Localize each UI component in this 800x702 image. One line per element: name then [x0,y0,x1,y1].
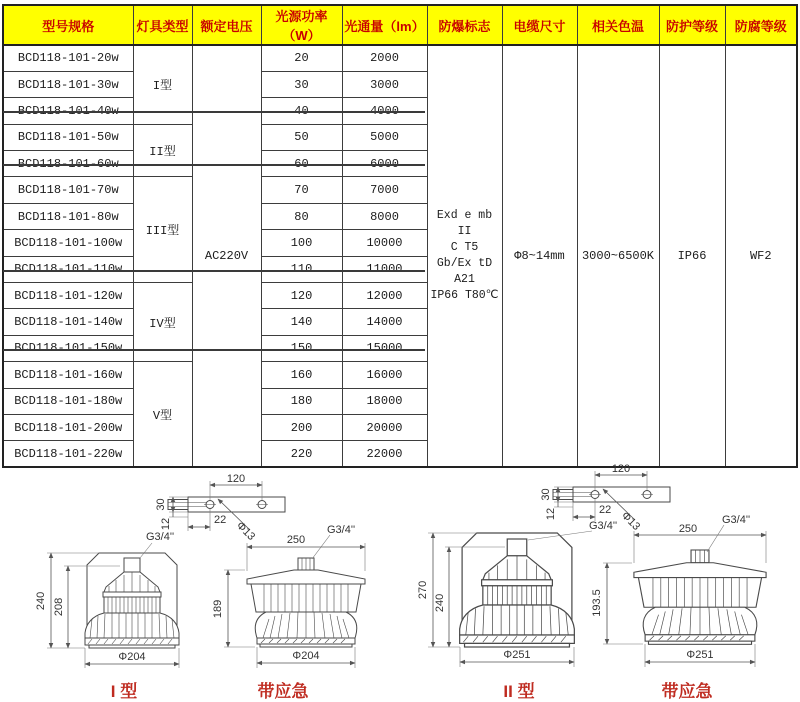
power-cell: 220 [261,441,342,467]
lamp-ii-diameter-dim: Φ251 [503,649,531,661]
group-divider [3,111,425,113]
lamp-type-ii-drawing [417,520,617,701]
lamp-type-i-drawing [35,531,179,701]
power-cell: 70 [261,177,342,203]
lamp-ii-em-thread-label: G3/4'' [722,514,751,526]
power-cell: 100 [261,230,342,256]
exmark-line: Exd e mb II [436,209,493,239]
col-header-corrosion: 防腐等级 [725,5,797,45]
power-cell: 30 [261,71,342,97]
flux-cell: 16000 [342,362,427,388]
flux-cell: 20000 [342,414,427,440]
lamp-ii-emergency-drawing [591,514,766,701]
lamp-ii-thread-label: G3/4'' [589,520,618,532]
col-header-flux: 光通量（lm） [342,5,427,45]
flux-cell: 2000 [342,45,427,71]
corrosion-cell: WF2 [725,45,797,467]
type-cell: III型 [133,177,192,283]
model-cell: BCD118-101-140w [3,309,133,335]
group-divider [3,349,425,351]
model-cell: BCD118-101-220w [3,441,133,467]
power-cell: 50 [261,124,342,150]
lamp-i-inner-height-dim: 208 [53,597,65,617]
col-header-ip: 防护等级 [659,5,725,45]
power-cell: 80 [261,203,342,229]
power-cell: 180 [261,388,342,414]
model-cell: BCD118-101-30w [3,71,133,97]
lamp-ii-em-caption: 带应急 [661,682,713,701]
model-cell: BCD118-101-200w [3,414,133,440]
lamp-i-emergency-drawing [212,524,365,701]
power-cell: 200 [261,414,342,440]
dimension-drawings: 22 Φ13 240 208 Φ204 G3/4'' I 型 250 189 Φ204 G3/4'' 带应急 270 240 Φ251 G3/4'' II 型 250 193.5 Φ251 G3/4'' 带应急 [0,455,800,702]
ip-cell: IP66 [659,45,725,467]
type-cell: V型 [133,362,192,468]
flux-cell: 7000 [342,177,427,203]
header-row [3,5,797,45]
exmark-line: Gb/Ex tD A21 [436,257,493,287]
flux-cell: 22000 [342,441,427,467]
lamp-i-em-thread-label: G3/4'' [327,524,356,536]
flux-cell: 14000 [342,309,427,335]
lamp-i-thread-label: G3/4'' [146,531,175,543]
col-header-colortemp: 相关色温 [577,5,659,45]
cable-cell: Φ8~14mm [502,45,577,467]
model-cell: BCD118-101-80w [3,203,133,229]
spec-table [2,4,798,468]
model-cell: BCD118-101-160w [3,362,133,388]
lamp-ii-caption: II 型 [503,682,535,701]
col-header-type: 灯具类型 [133,5,192,45]
lamp-i-em-top-width-dim: 250 [286,534,306,546]
lamp-ii-em-height-dim: 193.5 [591,589,603,617]
group-divider [3,164,425,166]
model-cell: BCD118-101-180w [3,388,133,414]
lamp-ii-em-diameter-dim: Φ251 [686,649,714,661]
model-cell: BCD118-101-100w [3,230,133,256]
exmark-line: IP66 T80℃ [430,289,499,303]
model-cell: BCD118-101-120w [3,283,133,309]
exmark-line: C T5 [450,241,479,255]
flux-cell: 18000 [342,388,427,414]
table-row [3,45,797,71]
power-cell: 20 [261,45,342,71]
col-header-exmark: 防爆标志 [427,5,502,45]
lamp-ii-inner-height-dim: 240 [434,593,446,613]
type-cell: I型 [133,45,192,124]
col-header-cable: 电缆尺寸 [502,5,577,45]
lamp-i-caption: I 型 [110,682,138,701]
model-cell: BCD118-101-50w [3,124,133,150]
lamp-ii-outer-height-dim: 270 [417,580,429,600]
flux-cell: 5000 [342,124,427,150]
flux-cell: 12000 [342,283,427,309]
voltage-cell: AC220V [192,45,261,467]
flux-cell: 8000 [342,203,427,229]
col-header-voltage: 额定电压 [192,5,261,45]
lamp-i-em-caption: 带应急 [257,682,309,701]
col-header-model: 型号规格 [3,5,133,45]
colortemp-cell: 3000~6500K [577,45,659,467]
group-divider [3,270,425,272]
col-header-power: 光源功率（W） [261,5,342,45]
flux-cell: 10000 [342,230,427,256]
power-cell: 160 [261,362,342,388]
lamp-ii-em-top-width-dim: 250 [678,523,698,535]
power-cell: 120 [261,283,342,309]
lamp-i-outer-height-dim: 240 [35,591,47,611]
model-cell: BCD118-101-20w [3,45,133,71]
type-cell: IV型 [133,283,192,362]
model-cell: BCD118-101-70w [3,177,133,203]
exmark-cell [427,45,502,467]
flux-cell: 3000 [342,71,427,97]
lamp-i-em-diameter-dim: Φ204 [292,650,320,662]
power-cell: 140 [261,309,342,335]
type-cell: II型 [133,124,192,177]
lamp-i-em-height-dim: 189 [212,599,224,619]
lamp-i-diameter-dim: Φ204 [118,651,146,663]
